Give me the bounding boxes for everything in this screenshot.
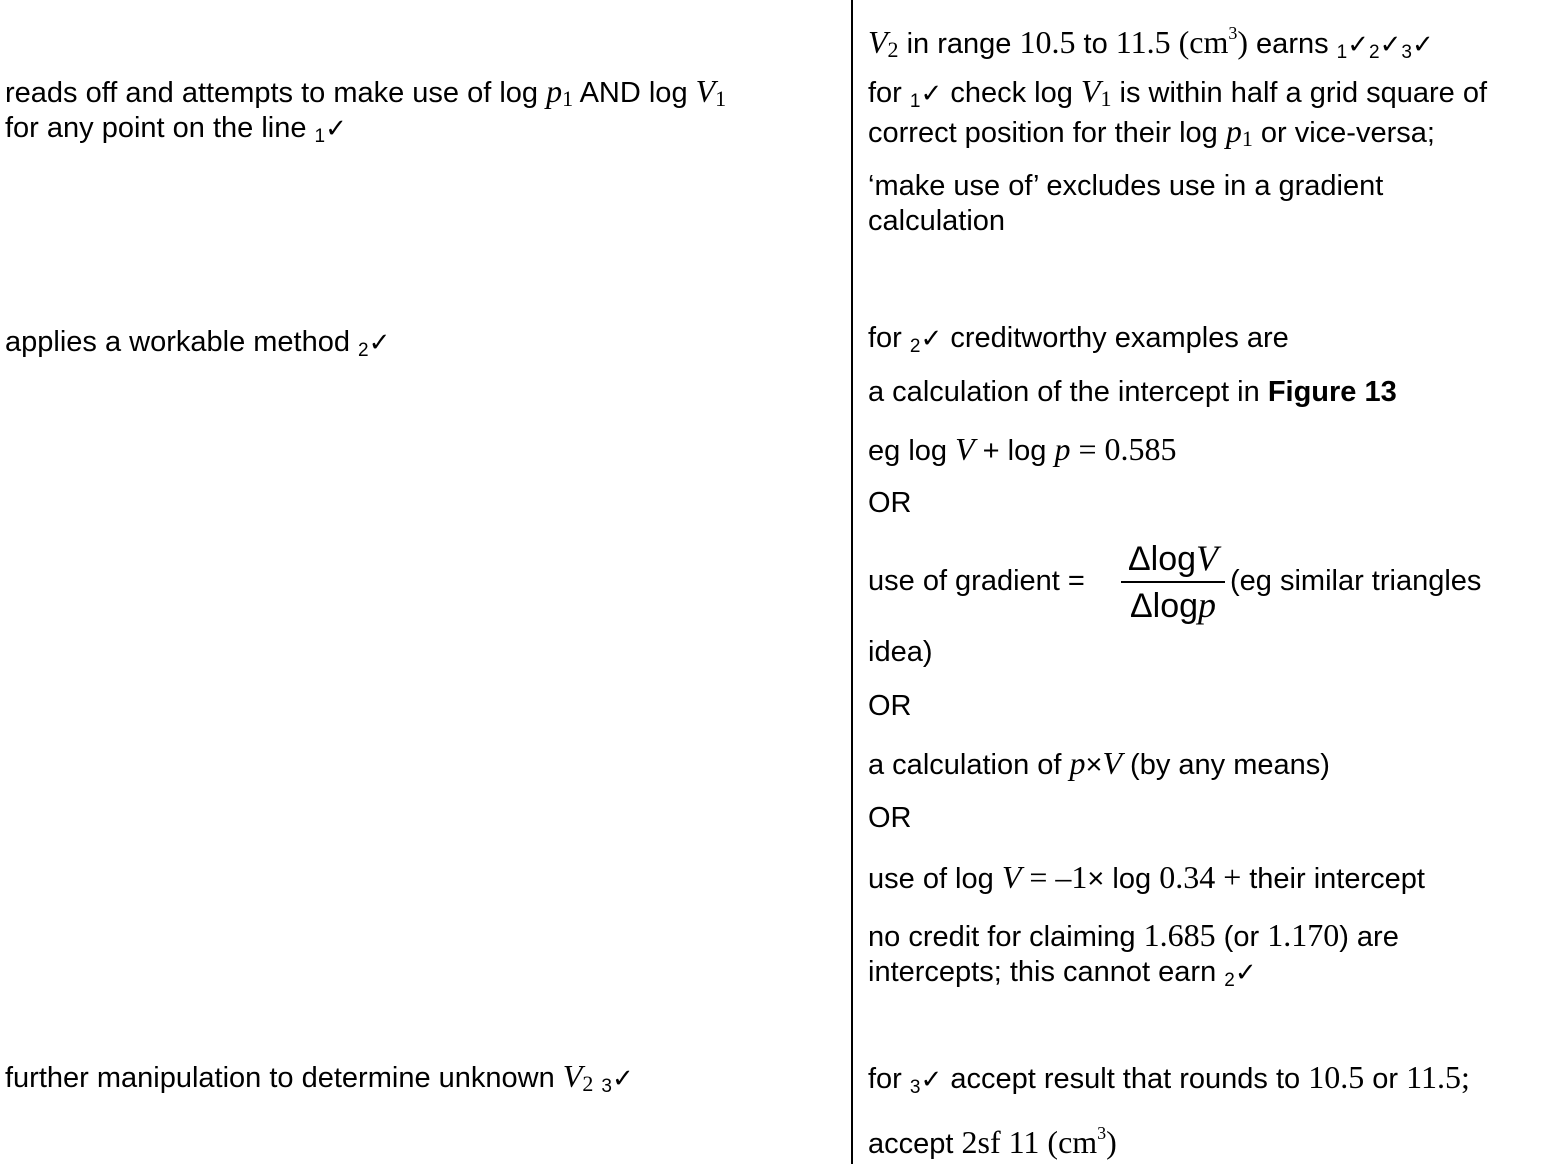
text: Δlog (1127, 540, 1197, 578)
right-r10-line1 (868, 917, 1399, 955)
number: = 0.585 (1070, 431, 1177, 467)
text: or (1364, 1063, 1407, 1095)
right-r3-line1: ‘make use of’ excludes use in a gradient (868, 170, 1384, 202)
tick-icon: ✓ (920, 324, 943, 354)
subscript: 1 (715, 86, 727, 111)
text: no credit for claiming (868, 921, 1144, 953)
math-V: V (1080, 73, 1101, 109)
math-V: V (562, 1058, 583, 1094)
math-p: p (1069, 745, 1086, 781)
number: 1.170 (1267, 917, 1340, 953)
fraction-numerator (1121, 538, 1225, 579)
text: to (1075, 28, 1116, 60)
right-r9 (868, 859, 1425, 897)
text: creditworthy examples are (942, 322, 1289, 354)
math-V: V (1102, 745, 1122, 781)
text: log (1104, 863, 1160, 895)
subscript: 1 (1241, 126, 1253, 151)
text: for (868, 1063, 910, 1095)
text: accept result that rounds to (942, 1063, 1309, 1095)
right-r7-line1 (868, 563, 1085, 599)
tick-icon: ✓ (1347, 30, 1370, 60)
subscript: 2 (887, 37, 899, 62)
text: Δlog (1129, 587, 1199, 625)
text: further manipulation to determine unknown (5, 1062, 563, 1094)
number: 2sf 11 (961, 1124, 1040, 1160)
number: 10.5 (1308, 1059, 1365, 1095)
math-p: p (1054, 431, 1071, 467)
mark-number: 3 (909, 1077, 921, 1098)
number: 1.685 (1143, 917, 1216, 953)
text: applies a workable method (5, 326, 359, 358)
right-r4 (868, 320, 1289, 365)
plus-sign: + (1215, 859, 1250, 895)
text: (by any means) (1122, 749, 1330, 781)
tick-icon: ✓ (1379, 30, 1402, 60)
text: use of gradient = (868, 565, 1085, 597)
math-p: p (1225, 113, 1242, 149)
text: ; (1460, 1059, 1470, 1095)
mark-number: 2 (909, 336, 921, 357)
text: use of log (868, 863, 1002, 895)
tick-icon: ✓ (920, 79, 943, 109)
text: for (868, 322, 910, 354)
right-r5 (868, 374, 1397, 410)
tick-icon: ✓ (1412, 30, 1434, 60)
column-divider (851, 0, 853, 1164)
number: = –1 (1021, 859, 1088, 895)
right-r7-tail: (eg similar triangles (1230, 565, 1482, 597)
number: 0.34 (1159, 859, 1216, 895)
number: 10.5 (1019, 24, 1076, 60)
text: for any point on the line (5, 112, 315, 144)
mark-number: 2 (1369, 42, 1380, 63)
text: eg log (868, 435, 956, 467)
tick-icon: ✓ (368, 328, 391, 358)
multiply-sign: × (1085, 749, 1103, 781)
right-r8 (868, 745, 1330, 783)
left-row2 (5, 324, 390, 369)
fraction-denominator (1121, 585, 1225, 626)
math-V: V (1001, 859, 1022, 895)
text: earns (1248, 28, 1337, 60)
gradient-fraction (1121, 538, 1225, 626)
text: AND log (573, 77, 696, 109)
text: for (868, 77, 910, 109)
left-row3 (5, 1058, 634, 1105)
unit: (cm (1039, 1124, 1098, 1160)
text: accept (868, 1128, 962, 1160)
unit: ) (1237, 24, 1248, 60)
math-V: V (695, 73, 716, 109)
math-p: p (546, 73, 563, 109)
right-or-1: OR (868, 487, 912, 519)
number: 11.5 (1406, 1059, 1461, 1095)
tick-icon: ✓ (325, 114, 347, 144)
text: a calculation of the intercept in (868, 376, 1268, 408)
right-r11 (868, 1059, 1470, 1106)
right-r1 (868, 15, 1434, 71)
text: ) are (1339, 921, 1399, 953)
right-r3-line2: calculation (868, 205, 1006, 237)
mark-number: 2 (358, 340, 369, 361)
mark-number: 1 (1336, 42, 1348, 63)
text: their intercept (1249, 863, 1425, 895)
right-r10-line2 (868, 954, 1257, 999)
unit: (cm (1170, 24, 1229, 60)
text: in range (898, 28, 1020, 60)
subscript: 1 (1100, 86, 1112, 111)
right-r7-line2: idea) (868, 636, 933, 668)
text: a calculation of (868, 749, 1070, 781)
mark-number: 1 (314, 126, 326, 147)
mark-number: 1 (909, 91, 921, 112)
math-V: V (868, 24, 888, 60)
mark-number: 3 (601, 1076, 612, 1097)
right-r12 (868, 1115, 1117, 1162)
number: 11.5 (1115, 24, 1171, 60)
fraction-bar (1121, 581, 1225, 583)
text: correct position for their log (868, 117, 1226, 149)
text: is within half a grid square of (1111, 77, 1488, 109)
tick-icon: ✓ (920, 1065, 943, 1095)
tick-icon: ✓ (1234, 958, 1257, 988)
right-r2-line2 (868, 113, 1435, 157)
right-or-2: OR (868, 690, 912, 722)
text: (or (1215, 921, 1268, 953)
text: or vice-versa; (1252, 117, 1435, 149)
math-V: V (955, 431, 975, 467)
left-row1-line2 (5, 110, 347, 155)
mark-number: 3 (1401, 42, 1412, 63)
math-V: V (1196, 538, 1219, 578)
text: check log (942, 77, 1081, 109)
mark-number: 2 (1224, 970, 1235, 991)
superscript: 3 (1228, 23, 1238, 43)
text: + log (974, 435, 1055, 467)
right-or-3: OR (868, 802, 912, 834)
subscript: 2 (582, 1071, 594, 1096)
tick-icon: ✓ (611, 1064, 634, 1094)
multiply-sign: × (1087, 863, 1105, 895)
right-r6 (868, 431, 1176, 469)
text: intercepts; this cannot earn (868, 956, 1225, 988)
figure-reference: Figure 13 (1267, 376, 1397, 408)
math-p: p (1198, 585, 1217, 625)
superscript: 3 (1097, 1123, 1107, 1143)
unit: ) (1106, 1124, 1117, 1160)
subscript: 1 (562, 86, 574, 111)
text: reads off and attempts to make use of log (5, 77, 547, 109)
